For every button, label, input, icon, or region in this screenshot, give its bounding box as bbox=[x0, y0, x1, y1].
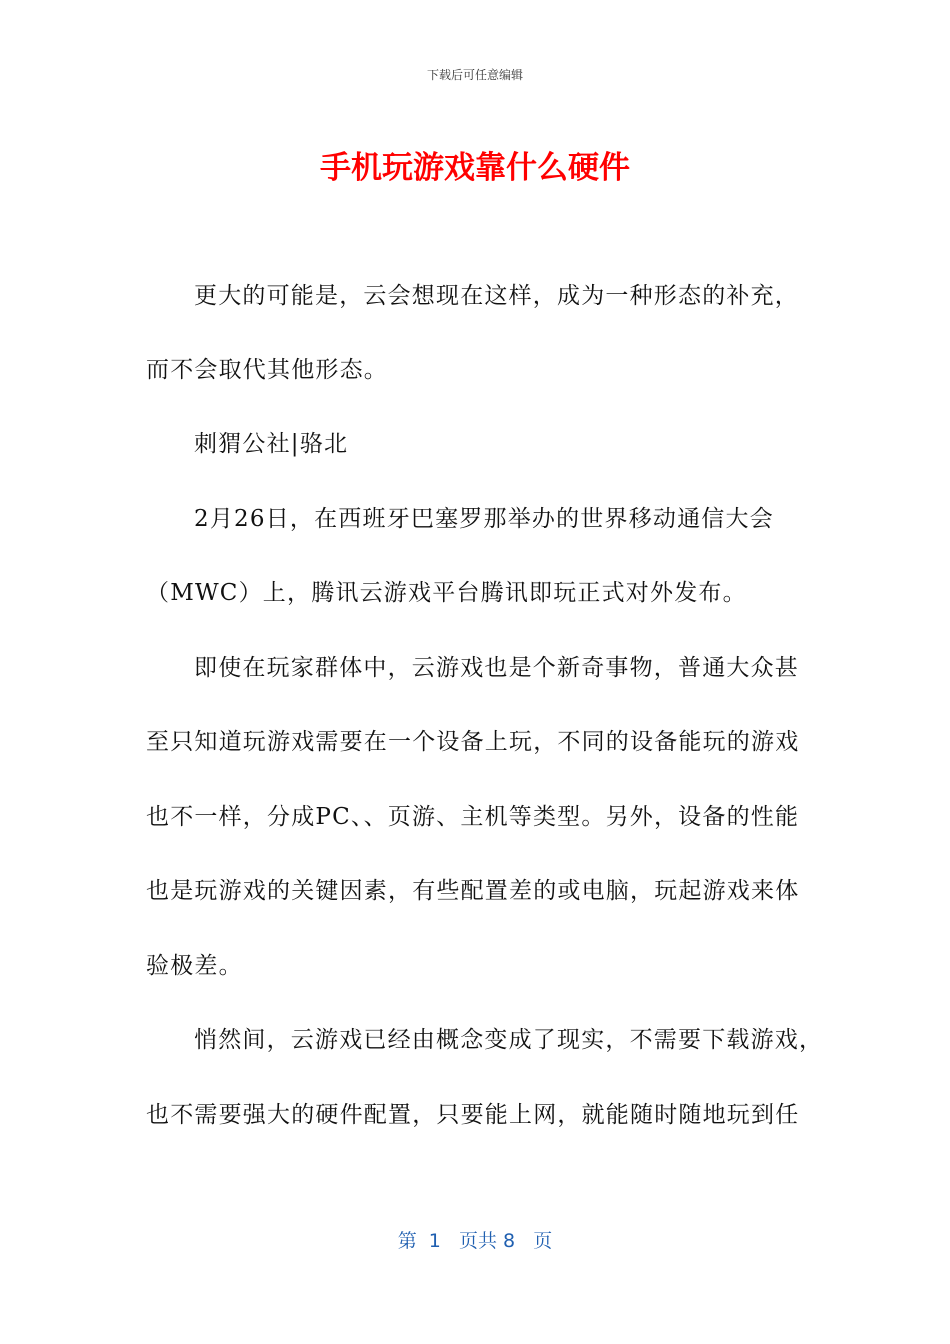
paragraph-line: 更大的可能是，云会想现在这样，成为一种形态的补充， bbox=[194, 283, 799, 309]
paragraph-line: 至只知道玩游戏需要在一个设备上玩，不同的设备能玩的游戏 bbox=[146, 729, 800, 755]
paragraph-line: 验极差。 bbox=[146, 953, 243, 979]
page-number-footer: 第 1 页共 8 页 bbox=[397, 1230, 553, 1252]
paragraph-line: 2月26日，在西班牙巴塞罗那举办的世界移动通信大会 bbox=[194, 506, 774, 532]
paragraph-line: 也是玩游戏的关键因素，有些配置差的或电脑，玩起游戏来体 bbox=[146, 878, 800, 904]
paragraph-line: 即使在玩家群体中，云游戏也是个新奇事物，普通大众甚 bbox=[194, 655, 799, 681]
paragraph-line: 也不一样，分成PC、、页游、主机等类型。另外，设备的性能 bbox=[146, 804, 800, 830]
header-note: 下载后可任意编辑 bbox=[426, 68, 523, 82]
paragraph-line: 刺猬公社|骆北 bbox=[194, 431, 349, 457]
paragraph-line: 悄然间，云游戏已经由概念变成了现实，不需要下载游戏， bbox=[194, 1027, 824, 1053]
paragraph-line: 而不会取代其他形态。 bbox=[146, 357, 388, 383]
paragraph-line: 也不需要强大的硬件配置，只要能上网，就能随时随地玩到任 bbox=[146, 1102, 800, 1128]
document-title: 手机玩游戏靠什么硬件 bbox=[320, 150, 630, 186]
paragraph-line: （MWC）上，腾讯云游戏平台腾讯即玩正式对外发布。 bbox=[146, 580, 747, 606]
